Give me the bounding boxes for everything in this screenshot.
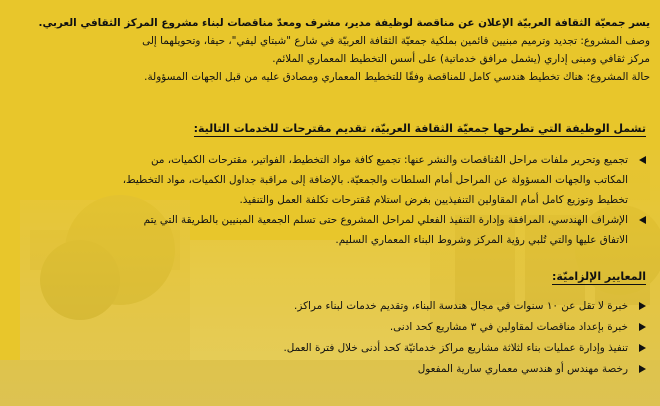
criteria-item	[246, 317, 646, 338]
services-item-line: المكاتب والجهات المسؤولة عن المراحل أمام السلطات والجمعيّة. بالإضافة إلى مراقبة جداول الكميات، مواد التخطيط،	[122, 174, 628, 186]
services-item-line: الإشراف الهندسي، المرافقة وإدارة التنفيذ الفعلي لمراحل المشروع حتى تسلم الجمعية المبنيين بالطريقة التي يتم	[143, 214, 628, 226]
bullet-arrow-icon	[639, 365, 646, 373]
criteria-list	[246, 296, 646, 380]
criteria-item-text: تنفيذ وإدارة عمليات بناء لثلاثة مشاريع مراكز خدماتيّة كحد أدنى خلال فترة العمل.	[283, 342, 628, 354]
criteria-item-text: خبرة بإعداد مناقصات لمقاولين في ٣ مشاريع كحد ادنى.	[389, 321, 628, 333]
services-list	[26, 150, 646, 250]
bullet-arrow-icon	[639, 344, 646, 352]
intro-project-description-cont: مركز ثقافي ومبنى إداري (يشمل مرافق خدماتية) على أسس التخطيط المعماري الملائم.	[272, 53, 650, 65]
criteria-item-text: خبرة لا تقل عن ١٠ سنوات في مجال هندسة البناء، وتقديم خدمات لبناء مراكز.	[294, 300, 628, 312]
services-item-line: الاتفاق عليها والتي تُلبي رؤية المركز وشروط البناء المعماري السليم.	[335, 234, 628, 246]
criteria-heading: المعايير الإلزاميّة:	[552, 270, 646, 283]
intro-announcement: يسر جمعيّة الثقافة العربيّة الإعلان عن مناقصة لوظيفة مدير، مشرف ومعدّ مناقصات لبناء مشروع المركز الثقافي العربي.	[38, 17, 650, 29]
bullet-arrow-icon	[639, 323, 646, 331]
criteria-item	[246, 338, 646, 359]
services-item-line: تجميع وتحرير ملفات مراحل المُناقصات والنشر عنها: تجميع كافة مواد التخطيط، الفواتير، مقترحات الكميات، من	[150, 154, 628, 166]
services-item-line: تخطيط وتوزيع كامل أمام المقاولين التنفيذيين بغرض استلام مُقترحات تكلفة العمل والتنفيذ.	[239, 194, 628, 206]
criteria-item	[246, 359, 646, 380]
intro-block	[10, 14, 650, 86]
services-item	[26, 150, 646, 210]
bullet-arrow-icon	[639, 216, 646, 224]
criteria-item	[246, 296, 646, 317]
criteria-item-text: رخصة مهندس أو هندسي معماري سارية المفعول	[417, 363, 628, 375]
services-item	[26, 210, 646, 250]
services-heading: تشمل الوظيفة التي تطرحها جمعيّة الثقافة العربيّة، تقديم مقترحات للخدمات التالية:	[193, 122, 646, 135]
intro-project-description: وصف المشروع: تجديد وترميم مبنيين قائمين بملكية جمعيّة الثقافة العربيّة في شارع "شبتاي ليفي"، حيفا، وتحويلهما إلى	[142, 35, 650, 47]
bullet-arrow-icon	[639, 156, 646, 164]
bullet-arrow-icon	[639, 302, 646, 310]
intro-project-status: حالة المشروع: هناك تخطيط هندسي كامل للمناقصة وفقًا للتخطيط المعماري ومصادق عليه من قبل الجهات المسؤولة.	[144, 71, 650, 83]
